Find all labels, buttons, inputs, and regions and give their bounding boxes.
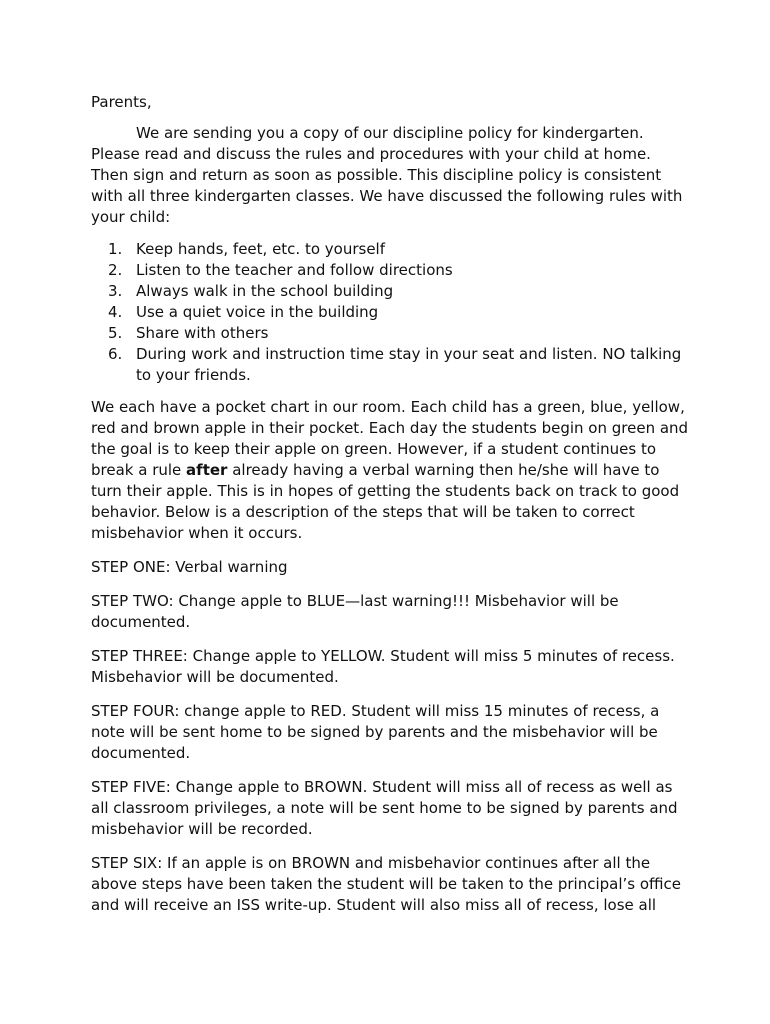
greeting: Parents, [91,93,152,111]
step-three: STEP THREE: Change apple to YELLOW. Student will miss 5 minutes of recess. Misbehavior will be documented. [91,647,675,686]
rule-number: 3. [108,282,123,300]
step-two: STEP TWO: Change apple to BLUE—last warning!!! Misbehavior will be documented. [91,592,619,631]
rule-text: Listen to the teacher and follow directions [136,261,453,279]
step-five: STEP FIVE: Change apple to BROWN. Student will miss all of recess as well as all classroom privileges, a note will be sent home to be signed by parents and misbehavior will be recorded. [91,778,678,838]
rule-text: Share with others [136,324,269,342]
rule-number: 2. [108,261,123,279]
rules-list [91,239,691,386]
rule-item [91,344,691,386]
rule-item [91,260,691,281]
step-six: STEP SIX: If an apple is on BROWN and misbehavior continues after all the above steps have been taken the student will be taken to the principal’s office and will receive an ISS write-up. Student will also miss all of recess, lose all [91,854,682,914]
rule-text: Keep hands, feet, etc. to yourself [136,240,386,258]
rule-number: 6. [108,345,123,363]
pocket-chart-paragraph [91,397,691,544]
rule-item [91,302,691,323]
rule-number: 5. [108,324,123,342]
letter-page [91,92,691,929]
rule-item [91,323,691,344]
pocket-text-bold: after [186,461,228,479]
rule-number: 4. [108,303,123,321]
rule-item [91,281,691,302]
pocket-text-part2: already having a verbal warning then he/she will have to turn their apple. This is in hopes of getting the students back on track to good behavior. Below is a description of the steps that will be taken to correct misbehavior when it occurs. [91,461,680,542]
rule-text: During work and instruction time stay in your seat and listen. NO talking to your friends. [136,345,682,384]
rule-text: Always walk in the school building [136,282,394,300]
step-one: STEP ONE: Verbal warning [91,558,288,576]
rule-text: Use a quiet voice in the building [136,303,379,321]
step-four: STEP FOUR: change apple to RED. Student will miss 15 minutes of recess, a note will be sent home to be signed by parents and the misbehavior will be documented. [91,702,660,762]
pocket-text-part1: We each have a pocket chart in our room. Each child has a green, blue, yellow, red and brown apple in their pocket. Each day the students begin on green and the goal is to keep their apple on green. However, if a student continues to break a rule [91,398,689,479]
rule-number: 1. [108,240,123,258]
rule-item [91,239,691,260]
intro-paragraph: We are sending you a copy of our discipline policy for kindergarten. Please read and discuss the rules and procedures with your child at home. Then sign and return as soon as possible. This discipline policy is consistent with all three kindergarten classes. We have discussed the following rules with your child: [91,124,683,226]
